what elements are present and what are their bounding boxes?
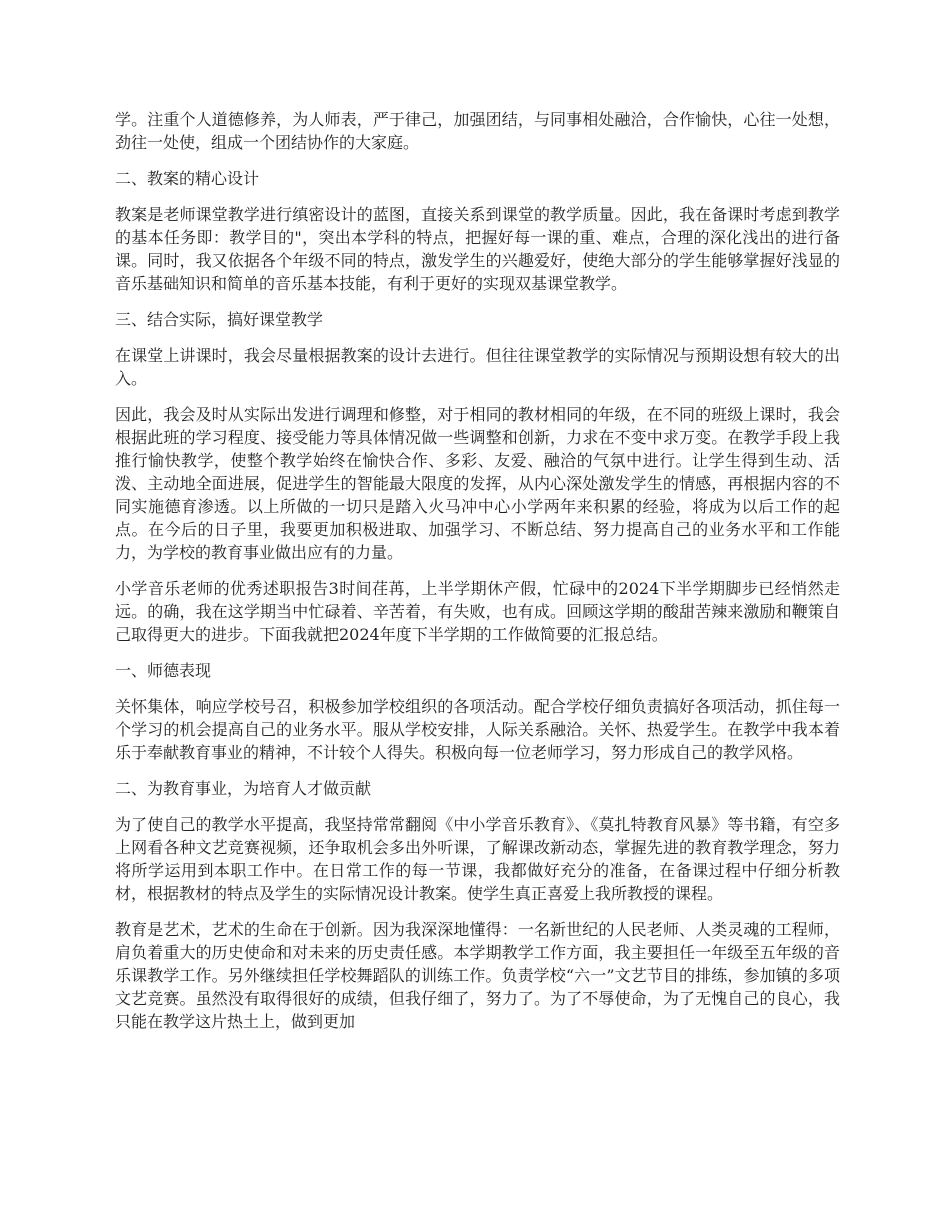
paragraph: 教育是艺术，艺术的生命在于创新。因为我深深地懂得：一名新世纪的人民老师、人类灵魂的工程师，肩负着重大的历史使命和对未来的历史责任感。本学期教学工作方面，我主要担任一年级至五年级的音乐课教学工作。另外继续担任学校舞蹈队的训练工作。负责学校“六一”文艺节目的排练，参加镇的多项文艺竞赛。虽然没有取得很好的成绩，但我仔细了，努力了。为了不辱使命，为了无愧自己的良心，我只能在教学这片热土上，做到更加 bbox=[115, 920, 840, 1031]
section-heading: 二、为教育事业，为培育人才做贡献 bbox=[115, 779, 372, 798]
paragraph: 教案是老师课堂教学进行缜密设计的蓝图，直接关系到课堂的教学质量。因此，我在备课时考虑到教学的基本任务即：教学目的"，突出本学科的特点，把握好每一课的重、难点，合理的深化浅出的进行备课。同时，我又依据各个年级不同的特点，激发学生的兴趣爱好，使绝大部分的学生能够掌握好浅显的音乐基础知识和简单的音乐基本技能，有利于更好的实现双基课堂教学。 bbox=[115, 205, 840, 293]
paragraph: 关怀集体，响应学校号召，积极参加学校组织的各项活动。配合学校仔细负责搞好各项活动，抓住每一个学习的机会提高自己的业务水平。服从学校安排，人际关系融洽。关怀、热爱学生。在教学中我本着乐于奉献教育事业的精神，不计较个人得失。积极向每一位老师学习，努力形成自己的教学风格。 bbox=[115, 697, 840, 762]
document-body bbox=[115, 108, 840, 1046]
paragraph: 学。注重个人道德修养，为人师表，严于律己，加强团结，与同事相处融洽，合作愉快，心往一处想，劲往一处使，组成一个团结协作的大家庭。 bbox=[115, 110, 840, 152]
section-heading: 三、结合实际，搞好课堂教学 bbox=[115, 310, 324, 329]
section-heading: 一、师德表现 bbox=[115, 661, 212, 680]
section-heading: 二、教案的精心设计 bbox=[115, 169, 260, 188]
paragraph: 为了使自己的教学水平提高，我坚持常常翻阅《中小学音乐教育》、《莫扎特教育风暴》等书籍，有空多上网看各种文艺竞赛视频，还争取机会多出外听课，了解课改新动态，掌握先进的教育教学理念，努力将所学运用到本职工作中。在日常工作的每一节课，我都做好充分的准备，在备课过程中仔细分析教材，根据教材的特点及学生的实际情况设计教案。使学生真正喜爱上我所教授的课程。 bbox=[115, 815, 840, 903]
paragraph: 在课堂上讲课时，我会尽量根据教案的设计去进行。但往往课堂教学的实际情况与预期设想有较大的出入。 bbox=[115, 346, 840, 388]
paragraph: 小学音乐老师的优秀述职报告3时间荏苒，上半学期休产假，忙碌中的2024下半学期脚步已经悄然走远。的确，我在这学期当中忙碌着、辛苦着，有失败，也有成。回顾这学期的酸甜苦辣来激励和鞭策自己取得更大的进步。下面我就把2024年度下半学期的工作做简要的汇报总结。 bbox=[115, 579, 840, 644]
paragraph: 因此，我会及时从实际出发进行调理和修整，对于相同的教材相同的年级，在不同的班级上课时，我会根据此班的学习程度、接受能力等具体情况做一些调整和创新，力求在不变中求万变。在教学手段上我推行愉快教学，使整个教学始终在愉快合作、多彩、友爱、融洽的气氛中进行。让学生得到生动、活泼、主动地全面进展，促进学生的智能最大限度的发挥，从内心深处激发学生的情感，再根据内容的不同实施德育渗透。以上所做的一切只是踏入火马冲中心小学两年来积累的经验，将成为以后工作的起点。在今后的日子里，我要更加积极进取、加强学习、不断总结、努力提高自己的业务水平和工作能力，为学校的教育事业做出应有的力量。 bbox=[115, 405, 840, 562]
